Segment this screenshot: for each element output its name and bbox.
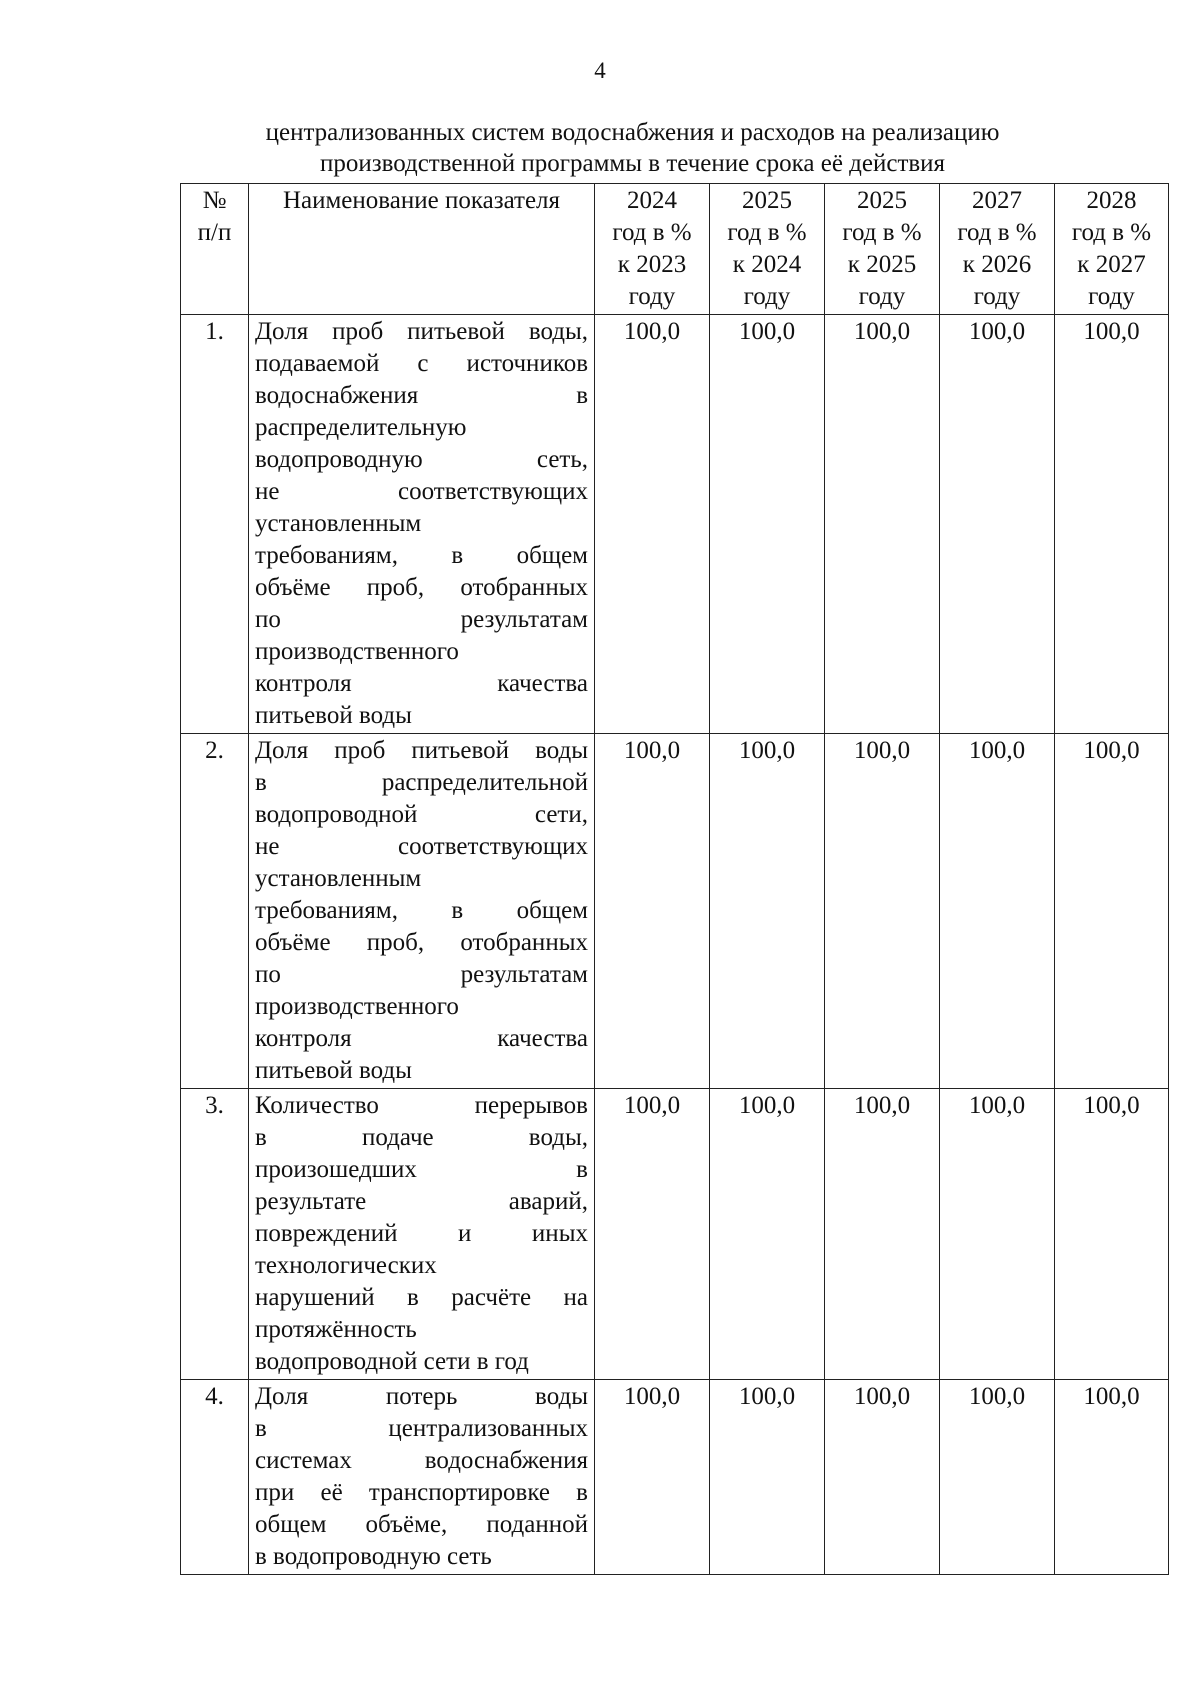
table-heading (180, 117, 1085, 179)
indicator-value: 100,0 (710, 734, 825, 1089)
table-row (181, 1380, 1169, 1575)
header-year (595, 184, 710, 315)
indicator-name-line: питьевой воды (255, 1057, 412, 1084)
header-num-line: № (202, 187, 227, 214)
indicator-value: 100,0 (710, 315, 825, 734)
indicator-name-line: Доля потерь воды (255, 1383, 588, 1410)
indicator-value: 100,0 (1055, 1380, 1169, 1575)
indicator-name-line: Доля проб питьевой воды (255, 737, 588, 764)
indicator-name-line: в централизованных (255, 1415, 588, 1442)
indicator-name-line: Количество перерывов (255, 1092, 588, 1119)
indicator-value: 100,0 (940, 1089, 1055, 1380)
indicator-name-line: производственного (255, 638, 459, 665)
indicator-value: 100,0 (1055, 1089, 1169, 1380)
heading-line-1: централизованных систем водоснабжения и расходов на реализацию (265, 119, 1000, 146)
indicator-name-line: общем объёме, поданной (255, 1511, 588, 1538)
indicator-value: 100,0 (1055, 734, 1169, 1089)
header-year-line: году (743, 283, 791, 310)
header-year-line: 2024 (627, 187, 677, 214)
row-number: 4. (181, 1380, 249, 1575)
indicator-value: 100,0 (825, 1089, 940, 1380)
row-number: 2. (181, 734, 249, 1089)
indicator-name-line: системах водоснабжения (255, 1447, 588, 1474)
indicator-value: 100,0 (595, 734, 710, 1089)
indicator-name-line: установленным (255, 510, 422, 537)
indicator-value: 100,0 (940, 315, 1055, 734)
table-row (181, 1089, 1169, 1380)
indicator-name (249, 734, 595, 1089)
header-year-line: к 2023 (617, 251, 687, 278)
indicators-table (180, 183, 1169, 1575)
header-year-line: 2027 (972, 187, 1022, 214)
indicator-name-line: подаваемой с источников (255, 350, 588, 377)
table-body (181, 315, 1169, 1575)
indicator-name-line: водоснабжения в (255, 382, 588, 409)
header-year (1055, 184, 1169, 315)
page-number: 4 (594, 58, 606, 83)
indicator-name-line: питьевой воды (255, 702, 412, 729)
indicator-name-line: в подаче воды, (255, 1124, 588, 1151)
header-year-line: году (628, 283, 676, 310)
header-year-line: году (858, 283, 906, 310)
row-number: 3. (181, 1089, 249, 1380)
indicator-name (249, 1089, 595, 1380)
indicator-value: 100,0 (595, 315, 710, 734)
header-year (940, 184, 1055, 315)
header-year-line: 2025 (857, 187, 907, 214)
indicator-value: 100,0 (710, 1089, 825, 1380)
heading-line-2: производственной программы в течение срока её действия (319, 150, 946, 177)
indicator-name-line: объёме проб, отобранных (255, 574, 588, 601)
indicator-value: 100,0 (710, 1380, 825, 1575)
indicator-name (249, 315, 595, 734)
indicator-name-line: контроля качества (255, 1025, 588, 1052)
indicator-name-line: водопроводной сети, (255, 801, 588, 828)
indicator-value: 100,0 (940, 1380, 1055, 1575)
indicator-value: 100,0 (825, 1380, 940, 1575)
header-year (825, 184, 940, 315)
indicator-name-line: произошедших в (255, 1156, 588, 1183)
header-year-line: год в % (957, 219, 1037, 246)
header-year-line: 2028 (1086, 187, 1137, 214)
header-year (710, 184, 825, 315)
indicator-name-line: технологических (255, 1252, 437, 1279)
indicator-name (249, 1380, 595, 1575)
indicator-name-line: Доля проб питьевой воды, (255, 318, 588, 345)
header-year-line: к 2026 (962, 251, 1032, 278)
indicator-name-line: повреждений и иных (255, 1220, 588, 1247)
indicator-name-line: объёме проб, отобранных (255, 929, 588, 956)
indicator-name-line: результате аварий, (255, 1188, 588, 1215)
indicator-name-line: протяжённость (255, 1316, 417, 1343)
indicator-name-line: требованиям, в общем (255, 897, 588, 924)
indicator-value: 100,0 (595, 1380, 710, 1575)
header-year-line: год в % (1071, 219, 1152, 246)
indicator-name-line: распределительную (255, 414, 467, 441)
header-num (181, 184, 249, 315)
indicator-name-line: не соответствующих (255, 833, 588, 860)
indicator-value: 100,0 (1055, 315, 1169, 734)
indicator-name-line: контроля качества (255, 670, 588, 697)
indicator-value: 100,0 (595, 1089, 710, 1380)
header-year-line: год в % (612, 219, 692, 246)
table-row (181, 315, 1169, 734)
indicator-value: 100,0 (825, 734, 940, 1089)
header-year-line: год в % (842, 219, 922, 246)
indicator-name-line: установленным (255, 865, 422, 892)
indicator-name-line: требованиям, в общем (255, 542, 588, 569)
indicator-name-line: производственного (255, 993, 459, 1020)
table-row (181, 734, 1169, 1089)
indicator-name-line: водопроводной сети в год (255, 1348, 529, 1375)
table-header-row (181, 184, 1169, 315)
indicator-value: 100,0 (940, 734, 1055, 1089)
header-year-line: году (973, 283, 1021, 310)
indicator-name-line: водопроводную сеть, (255, 446, 588, 473)
indicator-name-line: по результатам (255, 606, 588, 633)
indicator-name-line: в водопроводную сеть (255, 1543, 492, 1570)
indicator-name-line: в распределительной (255, 769, 588, 796)
header-name: Наименование показателя (249, 184, 595, 315)
indicator-name-line: при её транспортировке в (255, 1479, 588, 1506)
indicator-name-line: нарушений в расчёте на (255, 1284, 588, 1311)
header-year-line: 2025 (742, 187, 792, 214)
indicator-name-line: не соответствующих (255, 478, 588, 505)
header-num-line: п/п (197, 219, 232, 246)
header-year-line: год в % (727, 219, 807, 246)
header-year-line: к 2027 (1077, 251, 1146, 278)
header-year-line: году (1088, 283, 1135, 310)
indicator-value: 100,0 (825, 315, 940, 734)
row-number: 1. (181, 315, 249, 734)
header-year-line: к 2024 (732, 251, 802, 278)
indicator-name-line: по результатам (255, 961, 588, 988)
header-year-line: к 2025 (847, 251, 917, 278)
